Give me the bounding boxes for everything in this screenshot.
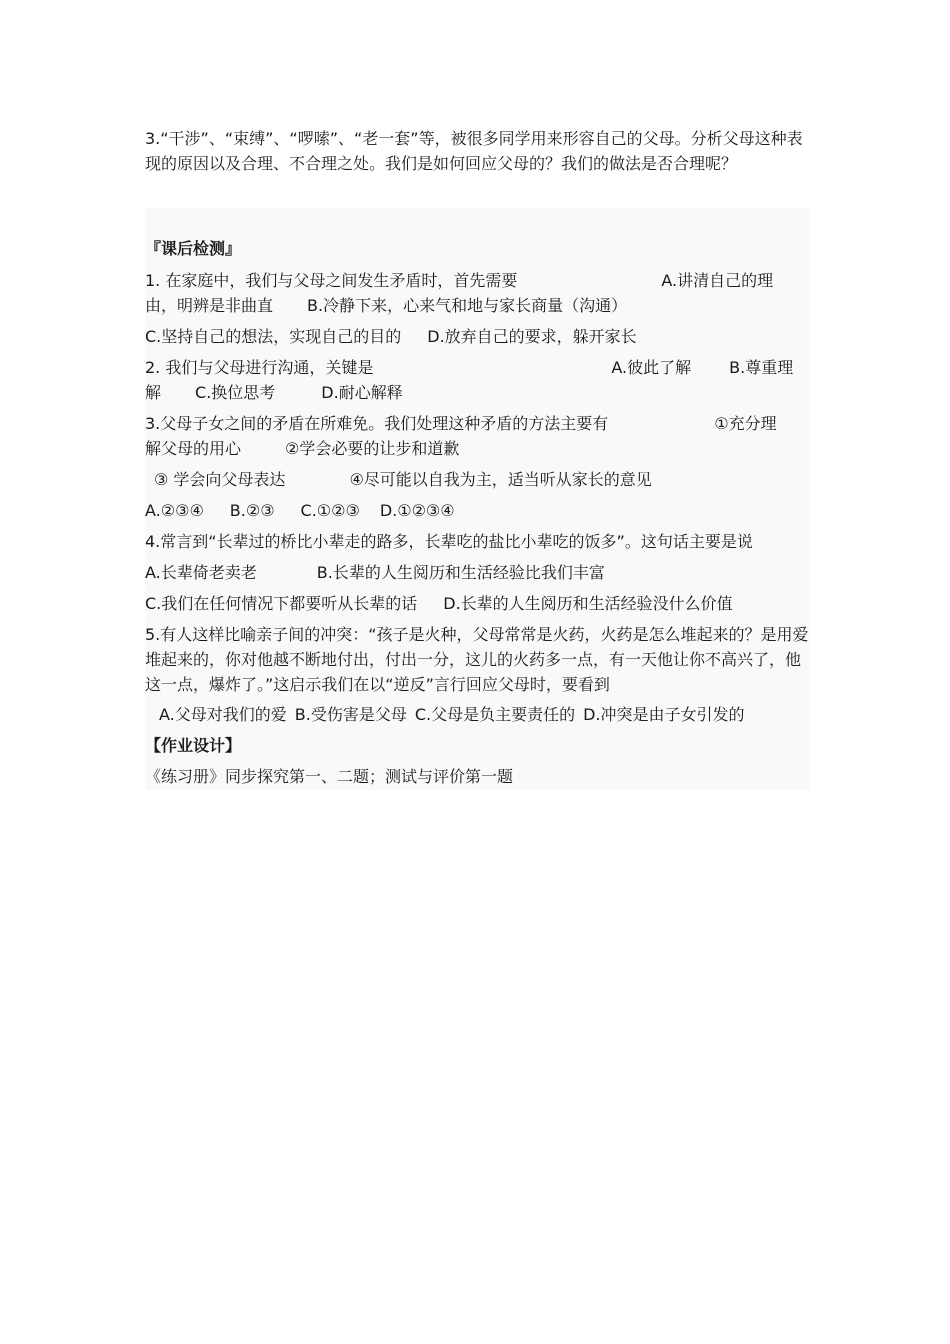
q4-line-3 (145, 591, 810, 616)
q3-line-1 (145, 411, 810, 436)
q1-option-b: B.冷静下来，心来气和地与家长商量（沟通） (307, 296, 628, 315)
q5-option-b: B.受伤害是父母 (294, 705, 407, 724)
q3-item-4: ④尽可能以自我为主，适当听从家长的意见 (349, 470, 652, 489)
q4-stem: 4.常言到“长辈过的桥比小辈走的路多，长辈吃的盐比小辈吃的饭多”。这句话主要是说 (145, 532, 753, 551)
q2-line-2 (145, 380, 810, 405)
q3-line-4 (145, 498, 810, 523)
q3-option-c: C.①②③ (300, 501, 360, 520)
q3-item-3: ③ 学会向父母表达 (154, 470, 286, 489)
q2-option-b-end: 解 (145, 383, 162, 402)
q3-option-b: B.②③ (229, 501, 275, 520)
q1-option-a-end: 由，明辨是非曲直 (145, 296, 274, 315)
q2-option-d: D.耐心解释 (321, 383, 403, 402)
q5-stem: 5.有人这样比喻亲子间的冲突：“孩子是火种，父母常常是火药，火药是怎么堆起来的？是用爱堆起来的，你对他越不断地付出，付出一分，这儿的火药多一点，有一天他让你不高兴了，他这一点，爆炸了。”这启示我们在以“逆反”言行回应父母时，要看到 (145, 625, 809, 694)
q4-option-d: D.长辈的人生阅历和生活经验没什么价值 (443, 594, 733, 613)
q2-option-a: A.彼此了解 (611, 358, 692, 377)
q1-option-a-start: A.讲清自己的理 (661, 271, 774, 290)
homework-line (145, 764, 810, 789)
q1-line-2 (145, 293, 810, 318)
q4-option-c: C.我们在任何情况下都要听从长辈的话 (145, 594, 418, 613)
q5-option-c: C.父母是负主要责任的 (414, 705, 576, 724)
q2-option-c: C.换位思考 (195, 383, 276, 402)
q1-line-3 (145, 324, 810, 349)
reflection-question: 3.“干涉”、“束缚”、“啰嗦”、“老一套”等，被很多同学用来形容自己的父母。分析父母这种表现的原因以及合理、不合理之处。我们是如何回应父母的？我们的做法是否合理呢？ (145, 129, 803, 173)
homework-text: 《练习册》同步探究第一、二题；测试与评价第一题 (145, 767, 514, 786)
q3-item-2: ②学会必要的让步和道歉 (285, 439, 460, 458)
q5-option-a: A.父母对我们的爱 (159, 705, 287, 724)
q4-line-2 (145, 560, 810, 585)
q2-stem: 2. 我们与父母进行沟通，关键是 (145, 358, 374, 377)
q3-item-1-start: ①充分理 (714, 414, 777, 433)
q1-option-c: C.坚持自己的想法，实现自己的目的 (145, 327, 402, 346)
q2-line-1 (145, 355, 810, 380)
q1-option-d: D.放弃自己的要求，躲开家长 (427, 327, 637, 346)
q3-option-a: A.②③④ (145, 501, 204, 520)
after-class-heading: 『课后检测』 (145, 239, 242, 258)
q1-stem: 1. 在家庭中，我们与父母之间发生矛盾时，首先需要 (145, 271, 518, 290)
q2-option-b-start: B.尊重理 (729, 358, 794, 377)
q4-option-a: A.长辈倚老卖老 (145, 563, 257, 582)
q3-option-d: D.①②③④ (379, 501, 455, 520)
q3-stem: 3.父母子女之间的矛盾在所难免。我们处理这种矛盾的方法主要有 (145, 414, 609, 433)
q1-line-1 (145, 268, 810, 293)
q5-option-d: D.冲突是由子女引发的 (583, 705, 745, 724)
q4-option-b: B.长辈的人生阅历和生活经验比我们丰富 (316, 563, 605, 582)
q3-line-2 (145, 436, 810, 461)
q5-options (145, 702, 810, 727)
q3-item-1-end: 解父母的用心 (145, 439, 242, 458)
homework-heading: 【作业设计】 (145, 736, 242, 755)
q3-line-3 (145, 467, 810, 492)
